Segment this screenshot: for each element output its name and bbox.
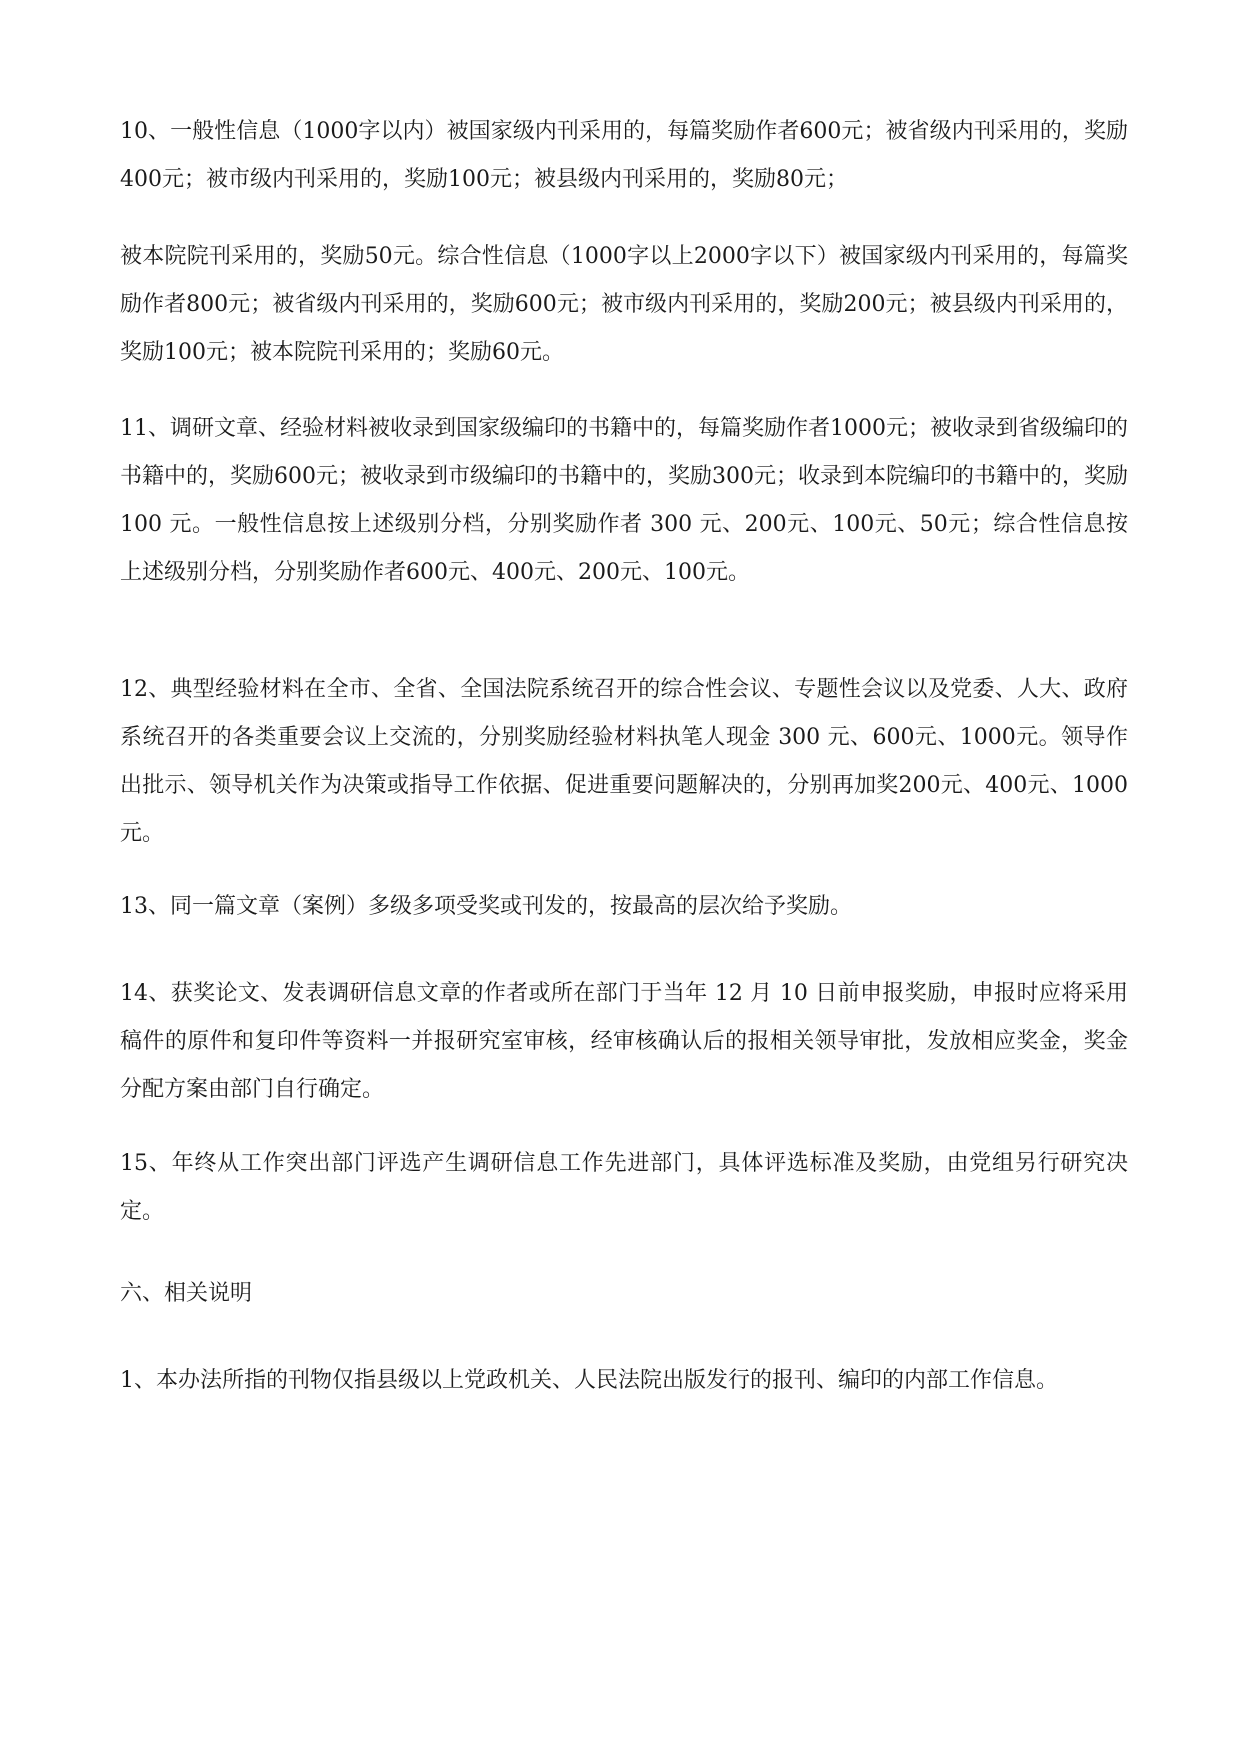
paragraph-item-12: 12、典型经验材料在全市、全省、全国法院系统召开的综合性会议、专题性会议以及党委、人大、政府系统召开的各类重要会议上交流的，分别奖励经验材料执笔人现金 300 元、600元、1000元。领导作出批示、领导机关作为决策或指导工作依据、促进重要问题解决的，分别再加奖200元、400元、1000元。 [120, 677, 1128, 846]
paragraph-item-10-part1: 10、一般性信息（1000字以内）被国家级内刊采用的，每篇奖励作者600元；被省级内刊采用的，奖励400元；被市级内刊采用的，奖励100元；被县级内刊采用的，奖励80元； [120, 119, 1128, 192]
paragraph-item-15: 15、年终从工作突出部门评选产生调研信息工作先进部门，具体评选标准及奖励，由党组另行研究决定。 [120, 1151, 1128, 1224]
document-page [120, 0, 1128, 1753]
paragraph-section6-item-1: 1、本办法所指的刊物仅指县级以上党政机关、人民法院出版发行的报刊、编印的内部工作信息。 [120, 1368, 1059, 1393]
paragraph-item-14: 14、获奖论文、发表调研信息文章的作者或所在部门于当年 12 月 10 日前申报奖励，申报时应将采用稿件的原件和复印件等资料一并报研究室审核，经审核确认后的报相关领导审批，发放相应奖金，奖金分配方案由部门自行确定。 [120, 981, 1128, 1102]
paragraph-item-13: 13、同一篇文章（案例）多级多项受奖或刊发的，按最高的层次给予奖励。 [120, 894, 852, 919]
paragraph-item-11: 11、调研文章、经验材料被收录到国家级编印的书籍中的，每篇奖励作者1000元；被收录到省级编印的书籍中的，奖励600元；被收录到市级编印的书籍中的，奖励300元；收录到本院编印的书籍中的，奖励 100 元。一般性信息按上述级别分档，分别奖励作者 300 元、200元、100元、50元；综合性信息按上述级别分档，分别奖励作者600元、400元、200元、100元。 [120, 416, 1128, 585]
paragraph-item-10-part2: 被本院院刊采用的，奖励50元。综合性信息（1000字以上2000字以下）被国家级内刊采用的，每篇奖励作者800元；被省级内刊采用的，奖励600元；被市级内刊采用的，奖励200元；被县级内刊采用的，奖励100元；被本院院刊采用的；奖励60元。 [120, 244, 1128, 365]
section-heading-six: 六、相关说明 [120, 1281, 253, 1306]
